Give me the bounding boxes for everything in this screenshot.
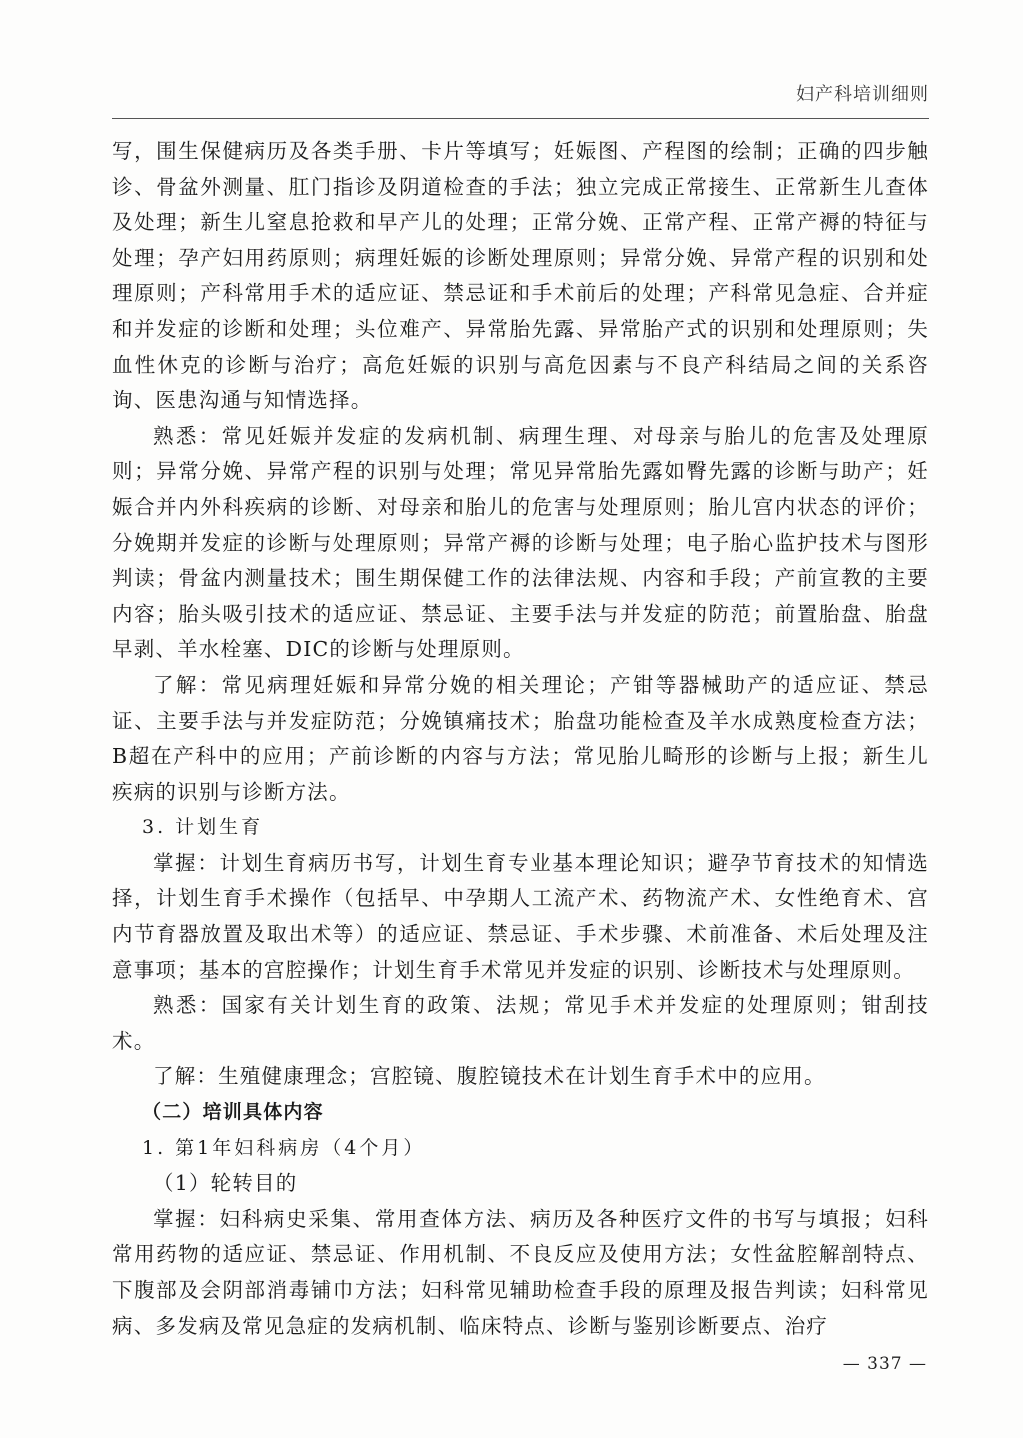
section-heading-family-planning: 3. 计划生育 [142,816,264,839]
paragraph-understand-fp: 了解：生殖健康理念；宫腔镜、腹腔镜技术在计划生育手术中的应用。 [153,1064,826,1089]
page-number: — 337 — [842,1354,927,1374]
section-heading-rotation-goal: （1）轮转目的 [153,1171,298,1196]
running-header: 妇产科培训细则 [796,84,929,105]
paragraph-master-fp: 掌握：计划生育病历书写，计划生育专业基本理论知识；避孕节育技术的知情选择，计划生育手术操作（包括早、中孕期人工流产术、药物流产术、女性绝育术、宫内节育器放置及取出术等）的适应证、禁忌证、手术步骤、术前准备、术后处理及注意事项；基本的宫腔操作；计划生育手术常见并发症的识别、诊断技术与处理原则。 [112,850,929,982]
paragraph-master-gyn: 掌握：妇科病史采集、常用查体方法、病历及各种医疗文件的书写与填报；妇科常用药物的适应证、禁忌证、作用机制、不良反应及使用方法；女性盆腔解剖特点、下腹部及会阴部消毒铺巾方法；妇科常见辅助检查手段的原理及报告判读；妇科常见病、多发病及常见急症的发病机制、临床特点、诊断与鉴别诊断要点、治疗 [112,1206,929,1338]
body-text [112,134,929,1344]
paragraph-familiar: 熟悉：常见妊娠并发症的发病机制、病理生理、对母亲与胎儿的危害及处理原则；异常分娩、异常产程的识别与处理；常见异常胎先露如臀先露的诊断与助产；妊娠合并内外科疾病的诊断、对母亲和胎儿的危害与处理原则；胎儿宫内状态的评价；分娩期并发症的诊断与处理原则；异常产褥的诊断与处理；电子胎心监护技术与图形判读；骨盆内测量技术；围生期保健工作的法律法规、内容和手段；产前宣教的主要内容；胎头吸引技术的适应证、禁忌证、主要手法与并发症的防范；前置胎盘、胎盘早剥、羊水栓塞、DIC的诊断与处理原则。 [112,423,929,662]
paragraph-understand: 了解：常见病理妊娠和异常分娩的相关理论；产钳等器械助产的适应证、禁忌证、主要手法与并发症防范；分娩镇痛技术；胎盘功能检查及羊水成熟度检查方法；B超在产科中的应用；产前诊断的内容与方法；常见胎儿畸形的诊断与上报；新生儿疾病的识别与诊断方法。 [112,672,929,804]
section-heading-year1-gyn: 1. 第1年妇科病房（4个月） [142,1136,426,1159]
paragraph-continued: 写，围生保健病历及各类手册、卡片等填写；妊娠图、产程图的绘制；正确的四步触诊、骨盆外测量、肛门指诊及阴道检查的手法；独立完成正常接生、正常新生儿查体及处理；新生儿窒息抢救和早产儿的处理；正常分娩、正常产程、正常产褥的特征与处理；孕产妇用药原则；病理妊娠的诊断处理原则；异常分娩、异常产程的识别和处理原则；产科常用手术的适应证、禁忌证和手术前后的处理；产科常见急症、合并症和并发症的诊断和处理；头位难产、异常胎先露、异常胎产式的识别和处理原则；失血性休克的诊断与治疗；高危妊娠的识别与高危因素与不良产科结局之间的关系咨询、医患沟通与知情选择。 [112,139,929,413]
section-heading-training-content: （二）培训具体内容 [142,1101,324,1124]
header-divider [112,118,929,119]
paragraph-familiar-fp: 熟悉：国家有关计划生育的政策、法规；常见手术并发症的处理原则；钳刮技术。 [112,993,929,1053]
